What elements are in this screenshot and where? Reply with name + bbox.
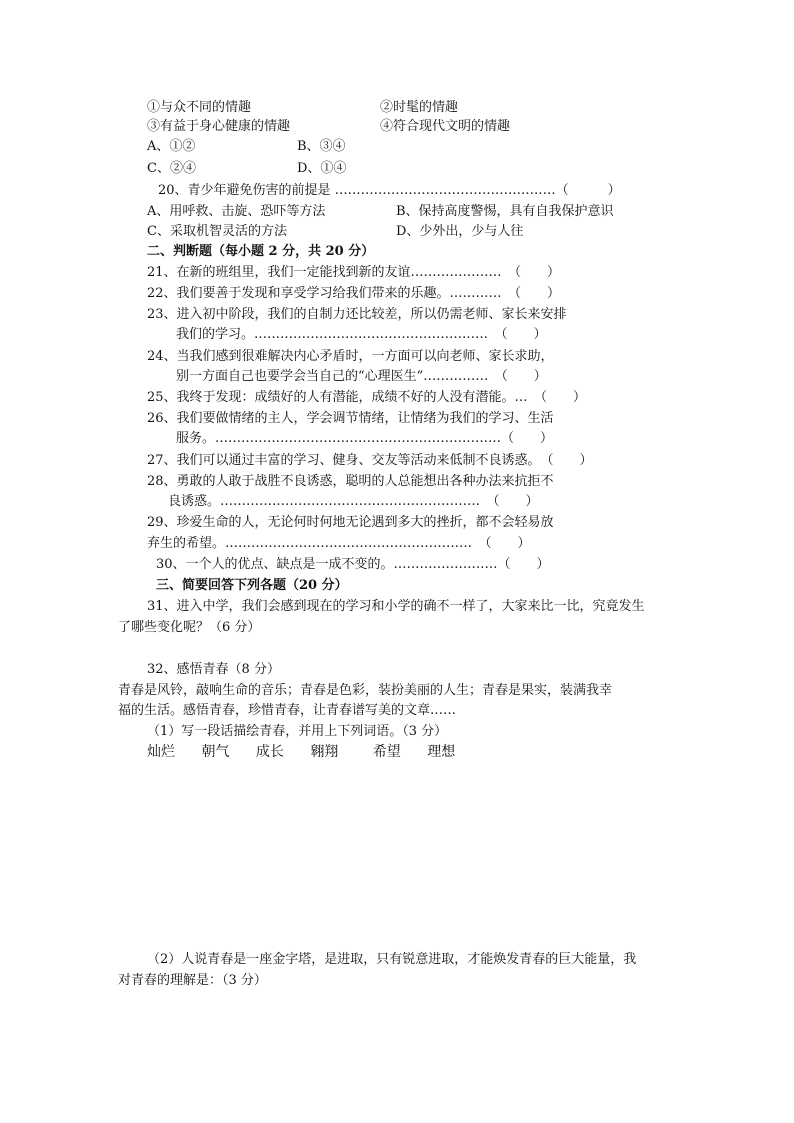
q25: 25、我终于发现：成绩好的人有潜能，成绩不好的人没有潜能。… （ ） <box>147 390 587 405</box>
section3-title: 三、简要回答下列各题（20 分） <box>156 578 348 593</box>
q23-line1: 23、进入初中阶段，我们的自制力还比较差，所以仍需老师、家长来安排 <box>147 307 567 322</box>
q31-line1: 31、进入中学，我们会感到现在的学习和小学的确不一样了，大家来比一比，究竟发生 <box>147 599 645 614</box>
word: 理想 <box>427 744 456 760</box>
q19-option-b: B、③④ <box>297 139 346 154</box>
q19-item-3: ③有益于身心健康的情趣 <box>147 119 291 134</box>
q32-text-line1: 青春是风铃，敲响生命的音乐；青春是色彩，装扮美丽的人生；青春是果实，装满我幸 <box>118 683 613 698</box>
q30: 30、一个人的优点、缺点是一成不变的。……………………（ ） <box>156 557 550 572</box>
q24-line1: 24、当我们感到很难解决内心矛盾时，一方面可以向老师、家长求助， <box>147 349 554 364</box>
q20-option-d: D、少外出，少与人往 <box>396 224 524 239</box>
q29-line1: 29、珍爱生命的人，无论何时何地无论遇到多大的挫折，都不会轻易放 <box>147 515 554 530</box>
word: 灿烂 <box>147 744 175 760</box>
q24-line2: 别一方面自己也要学会当自己的“心理医生”…………… （ ） <box>176 369 547 384</box>
word: 翱翔 <box>310 744 339 760</box>
q26-line1: 26、我们要做情绪的主人，学会调节情绪，让情绪为我们的学习、生活 <box>147 411 554 426</box>
q20-option-c: C、采取机智灵活的方法 <box>147 224 287 239</box>
q29-line2: 弃生的希望。………………………………………………… （ ） <box>147 536 531 551</box>
q28-line2: 良诱惑。…………………………………………………… （ ） <box>168 494 539 509</box>
word: 成长 <box>255 744 284 760</box>
word: 希望 <box>372 744 401 760</box>
q23-line2: 我们的学习。……………………………………………… （ ） <box>176 327 547 342</box>
q19-item-1: ①与众不同的情趣 <box>147 100 252 115</box>
q32-part2-line2: 对青春的理解是：（3 分） <box>118 973 267 988</box>
section2-title: 二、判断题（每小题 2 分，共 20 分） <box>147 244 375 259</box>
q19-option-a: A、①② <box>147 139 196 154</box>
q32-part1: （1）写一段话描绘青春，并用上下列词语。（3 分） <box>147 724 448 739</box>
word: 朝气 <box>201 744 230 760</box>
q20-option-a: A、用呼救、击旋、恐吓等方法 <box>147 204 326 219</box>
q19-option-d: D、①④ <box>297 161 347 176</box>
q22: 22、我们要善于发现和享受学习给我们带来的乐趣。………… （ ） <box>147 286 561 301</box>
q19-item-2: ②时髦的情趣 <box>380 100 459 115</box>
q26-line2: 服务。…………………………………………………………（ ） <box>176 431 554 446</box>
q19-option-c: C、②④ <box>147 161 196 176</box>
q20-option-b: B、保持高度警惕，具有自我保护意识 <box>396 204 614 219</box>
q32-word-list <box>147 743 477 761</box>
q20-stem: 20、青少年避免伤害的前提是 ……………………………………………（ ） <box>158 183 621 198</box>
q32-part2-line1: （2）人说青春是一座金字塔，是进取，只有锐意进取，才能焕发青春的巨大能量，我 <box>147 952 637 967</box>
q32-text-line2: 福的生活。感悟青春，珍惜青春，让青春谱写美的文章…… <box>118 703 457 718</box>
q21: 21、在新的班组里，我们一定能找到新的友谊………………… （ ） <box>147 265 561 280</box>
q28-line1: 28、勇敢的人敢于战胜不良诱惑，聪明的人总能想出各种办法来抗拒不 <box>147 474 554 489</box>
q32-title: 32、感悟青春（8 分） <box>147 662 280 677</box>
q27: 27、我们可以通过丰富的学习、健身、交友等活动来低制不良诱惑。 （ ） <box>147 453 593 468</box>
q19-item-4: ④符合现代文明的情趣 <box>380 119 511 134</box>
q31-line2: 了哪些变化呢？（6 分） <box>118 620 261 635</box>
